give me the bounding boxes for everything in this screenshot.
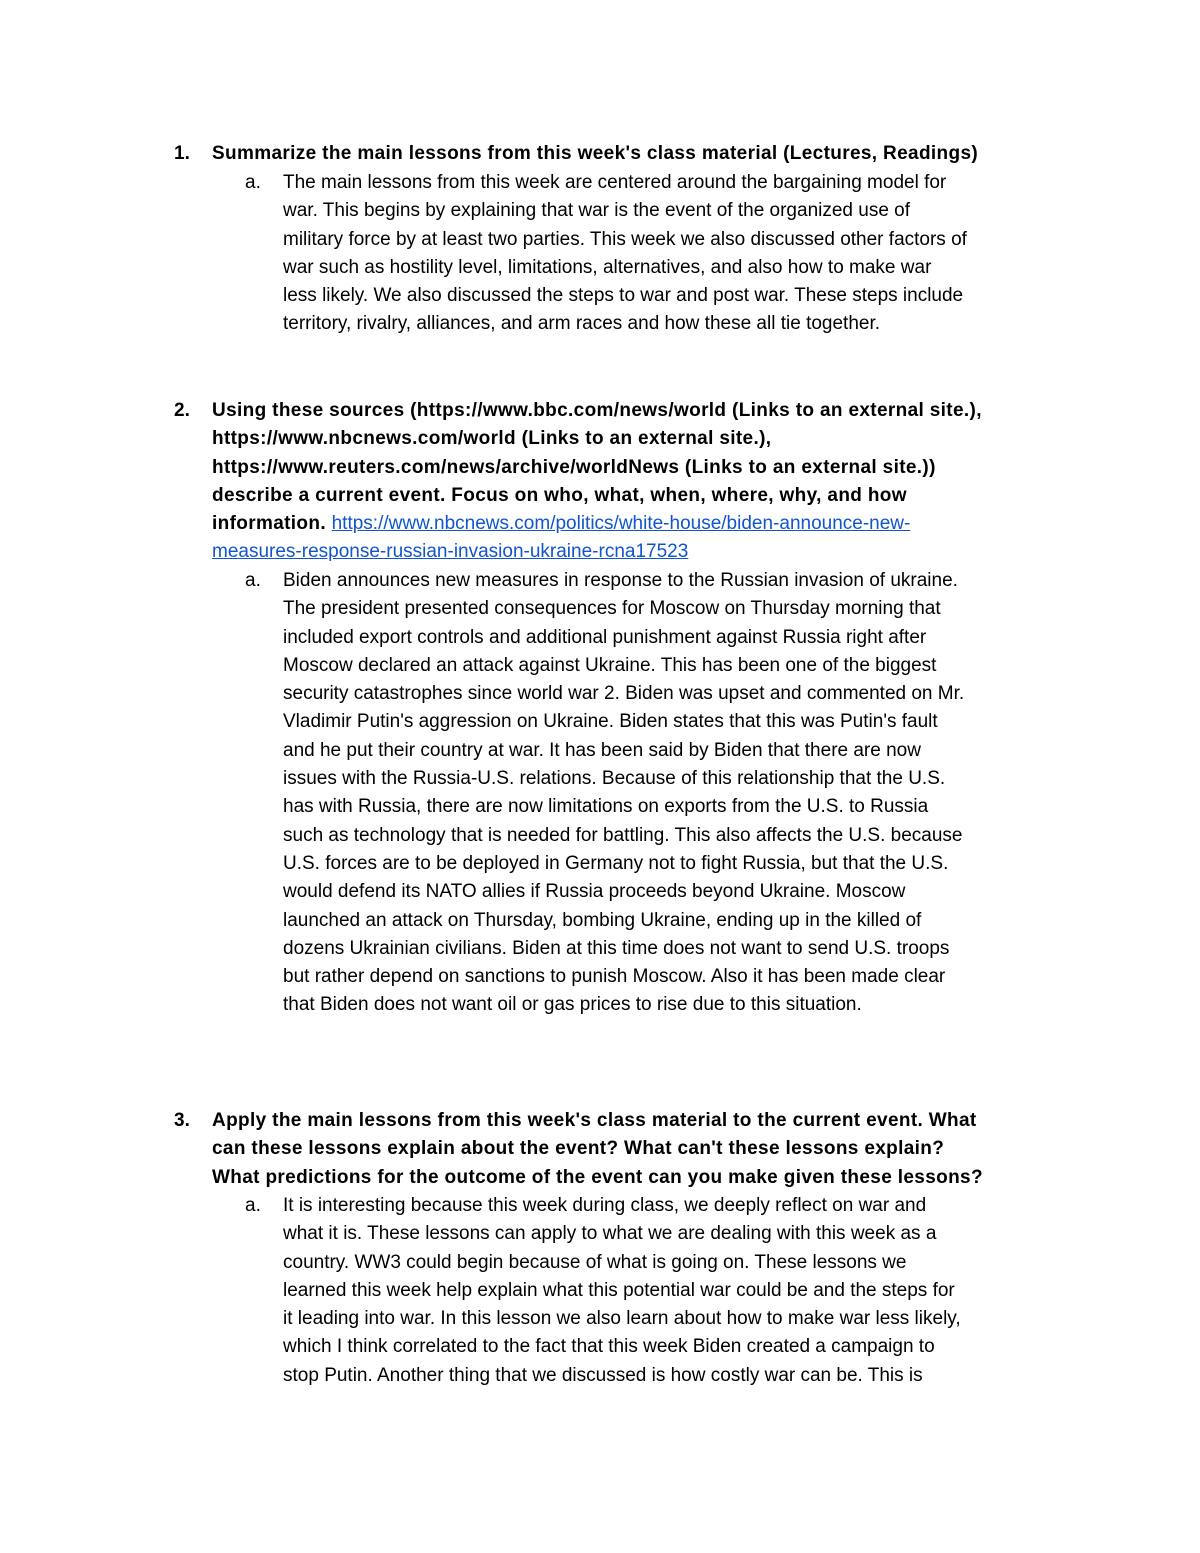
answer-line: which I think correlated to the fact that this week Biden created a campaign to <box>283 1336 935 1358</box>
answer-line: included export controls and additional punishment against Russia right after <box>283 626 927 648</box>
answer-line: launched an attack on Thursday, bombing Ukraine, ending up in the killed of <box>283 909 922 931</box>
answer-line: learned this week help explain what this potential war could be and the steps for <box>283 1279 955 1301</box>
question-title-line: https://www.nbcnews.com/world (Links to an external site.), <box>212 428 772 450</box>
question-title-line: What predictions for the outcome of the event can you make given these lessons? <box>212 1166 983 1188</box>
question-title-line: Using these sources (https://www.bbc.com/news/world (Links to an external site.), <box>212 400 982 421</box>
answer-line: it leading into war. In this lesson we also learn about how to make war less likely, <box>283 1308 961 1330</box>
answer-line: Biden announces new measures in response to the Russian invasion of ukraine. <box>283 570 958 591</box>
source-link[interactable]: https://www.nbcnews.com/politics/white-house/biden-announce-new- <box>331 513 911 535</box>
answer-line: war. This begins by explaining that war is the event of the organized use of <box>283 200 911 222</box>
answer-text <box>283 169 1073 339</box>
question-title-line: Apply the main lessons from this week's class material to the current event. What <box>212 1110 977 1131</box>
question-title-line: can these lessons explain about the event? What can't these lessons explain? <box>212 1138 945 1160</box>
question-number: 3. <box>174 1110 190 1131</box>
answer-line: has with Russia, there are now limitations on exports from the U.S. to Russia <box>283 796 929 818</box>
answer-line: military force by at least two parties. This week we also discussed other factors of <box>283 228 967 250</box>
answer-line: would defend its NATO allies if Russia proceeds beyond Ukraine. Moscow <box>283 881 906 903</box>
answer-line: U.S. forces are to be deployed in Germany not to fight Russia, but that the U.S. <box>283 852 949 874</box>
answer-line: war such as hostility level, limitations, alternatives, and also how to make war <box>283 256 932 278</box>
question-title <box>212 140 1068 168</box>
question-title-line: https://www.reuters.com/news/archive/worldNews (Links to an external site.)) <box>212 456 936 478</box>
answer-line: that Biden does not want oil or gas prices to rise due to this situation. <box>283 994 862 1016</box>
answer-line: what it is. These lessons can apply to what we are dealing with this week as a <box>283 1223 937 1245</box>
answer-line: and he put their country at war. It has been said by Biden that there are now <box>283 739 921 761</box>
answer-label: a. <box>245 1195 261 1216</box>
question-number: 2. <box>174 400 190 421</box>
answer-line: stop Putin. Another thing that we discussed is how costly war can be. This is <box>283 1364 923 1386</box>
answer-line: country. WW3 could begin because of what is going on. These lessons we <box>283 1251 907 1273</box>
question-title-line <box>212 510 1068 538</box>
answer-line: territory, rivalry, alliances, and arm races and how these all tie together. <box>283 313 881 335</box>
answer-line: The president presented consequences for Moscow on Thursday morning that <box>283 598 941 620</box>
source-link-continued[interactable]: measures-response-russian-invasion-ukraine-rcna17523 <box>212 541 689 563</box>
answer-line: Moscow declared an attack against Ukraine. This has been one of the biggest <box>283 654 937 676</box>
question-title-line <box>212 538 1068 566</box>
question-number: 1. <box>174 143 190 164</box>
answer-line: The main lessons from this week are centered around the bargaining model for <box>283 172 947 193</box>
question-title-line: Summarize the main lessons from this week's class material (Lectures, Readings) <box>212 143 979 164</box>
answer-line: It is interesting because this week during class, we deeply reflect on war and <box>283 1195 927 1216</box>
answer-line: Vladimir Putin's aggression on Ukraine. Biden states that this was Putin's fault <box>283 711 938 733</box>
answer-line: security catastrophes since world war 2. Biden was upset and commented on Mr. <box>283 683 965 705</box>
question-title <box>212 1107 1068 1192</box>
answer-line: issues with the Russia-U.S. relations. Because of this relationship that the U.S. <box>283 768 946 790</box>
answer-text <box>283 1192 1073 1390</box>
answer-label: a. <box>245 570 261 591</box>
answer-line: such as technology that is needed for battling. This also affects the U.S. because <box>283 824 963 846</box>
answer-line: but rather depend on sanctions to punish Moscow. Also it has been made clear <box>283 966 946 988</box>
question-title-line: describe a current event. Focus on who, what, when, where, why, and how <box>212 484 907 506</box>
answer-line: less likely. We also discussed the steps to war and post war. These steps include <box>283 285 964 307</box>
question-title-tail: information. <box>212 513 332 535</box>
question-title <box>212 397 1068 567</box>
answer-text <box>283 567 1073 1020</box>
answer-label: a. <box>245 172 261 193</box>
answer-line: dozens Ukrainian civilians. Biden at this time does not want to send U.S. troops <box>283 937 950 959</box>
